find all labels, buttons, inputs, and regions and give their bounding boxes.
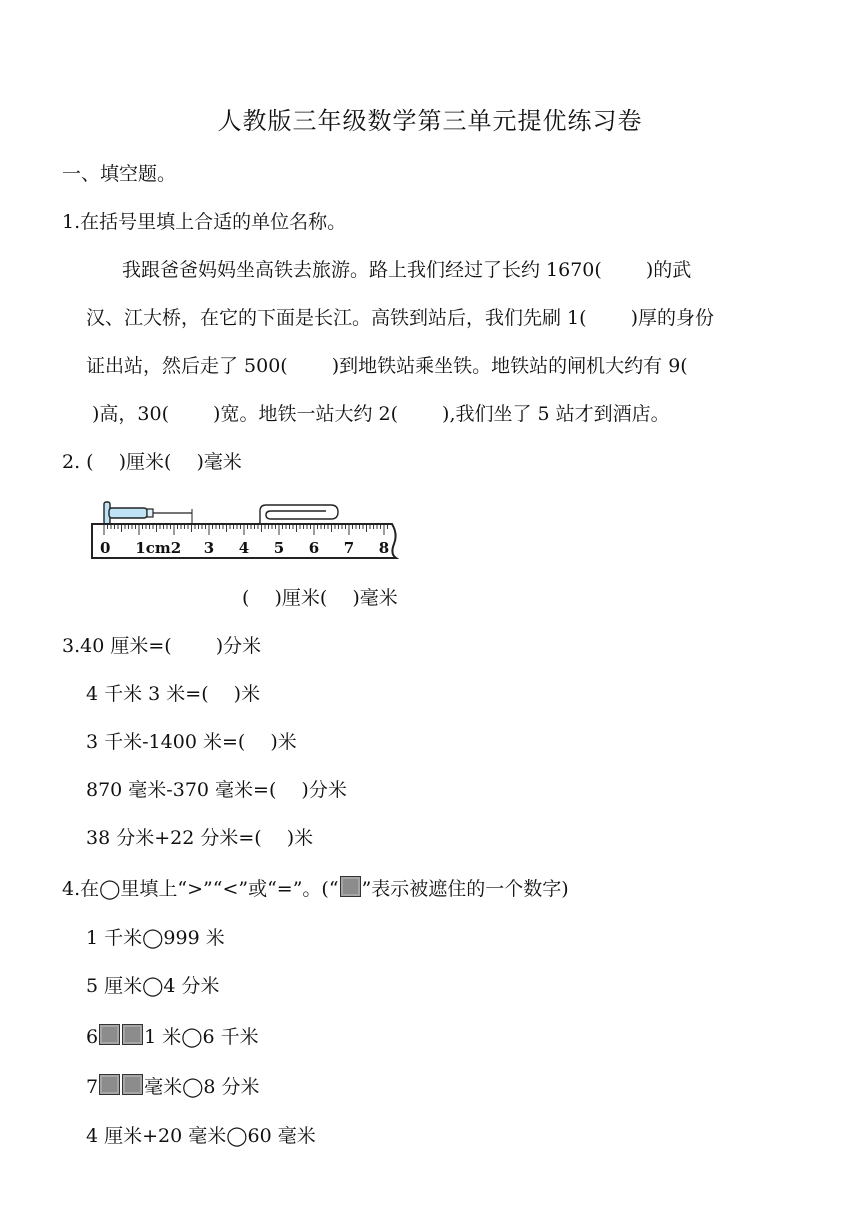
item-3-suffix: 1 米◯6 千米 — [144, 1026, 259, 1048]
ruler-label: 6 — [308, 539, 320, 557]
question-1-stem: 1.在括号里填上合适的单位名称。 — [62, 211, 347, 233]
question-4-stem-end: ”表示被遮住的一个数字) — [361, 878, 569, 900]
ruler-label: 1cm2 — [135, 539, 182, 557]
question-2-answer: ( )厘米( )毫米 — [242, 587, 398, 609]
item-3-prefix: 6 — [86, 1026, 99, 1048]
question-4-stem — [62, 876, 569, 901]
question-1-line-1: 我跟爸爸妈妈坐高铁去旅游。路上我们经过了长约 1670( )的武 — [122, 259, 692, 281]
question-4-item-5: 4 厘米+20 毫米◯60 毫米 — [86, 1125, 316, 1147]
hidden-digit-icon — [99, 1074, 120, 1095]
question-3-item-5: 38 分米+22 分米=( )米 — [86, 827, 314, 849]
item-4-suffix: 毫米◯8 分米 — [144, 1076, 260, 1098]
question-1-line-3: 证出站，然后走了 500( )到地铁站乘坐铁。地铁站的闸机大约有 9( — [86, 355, 688, 377]
question-4-stem-start: 4.在◯里填上“>”“<”或“=”。(“ — [62, 878, 339, 900]
question-3-item-3: 3 千米-1400 米=( )米 — [86, 731, 297, 753]
ruler-label: 8 — [378, 539, 390, 557]
question-4-item-3 — [86, 1024, 259, 1049]
question-4-item-4 — [86, 1074, 260, 1099]
hidden-digit-icon — [122, 1024, 143, 1045]
section-heading: 一、填空题。 — [62, 163, 177, 185]
question-2-stem: 2. ( )厘米( )毫米 — [62, 451, 242, 473]
ruler-label: 3 — [203, 539, 215, 557]
hidden-digit-icon — [122, 1074, 143, 1095]
page-title: 人教版三年级数学第三单元提优练习卷 — [217, 107, 643, 135]
item-4-prefix: 7 — [86, 1076, 99, 1098]
question-3-item-1: 3.40 厘米=( )分米 — [62, 635, 262, 657]
hidden-digit-icon — [99, 1024, 120, 1045]
question-3-item-2: 4 千米 3 米=( )米 — [86, 683, 261, 705]
question-1-line-2: 汉、江大桥，在它的下面是长江。高铁到站后，我们先刷 1( )厚的身份 — [86, 307, 714, 329]
ruler-figure — [88, 494, 404, 564]
ruler-labels — [100, 539, 389, 557]
ruler-label: 0 — [100, 539, 111, 557]
hidden-digit-icon — [340, 876, 361, 897]
ruler-label: 7 — [343, 539, 355, 557]
ruler-label: 5 — [273, 539, 285, 557]
ruler-label: 4 — [238, 539, 250, 557]
question-4-item-1: 1 千米◯999 米 — [86, 927, 225, 949]
question-3-item-4: 870 毫米-370 毫米=( )分米 — [86, 779, 347, 801]
question-4-item-2: 5 厘米◯4 分米 — [86, 975, 220, 997]
question-1-line-4: )高，30( )宽。地铁一站大约 2( ),我们坐了 5 站才到酒店。 — [92, 403, 670, 425]
